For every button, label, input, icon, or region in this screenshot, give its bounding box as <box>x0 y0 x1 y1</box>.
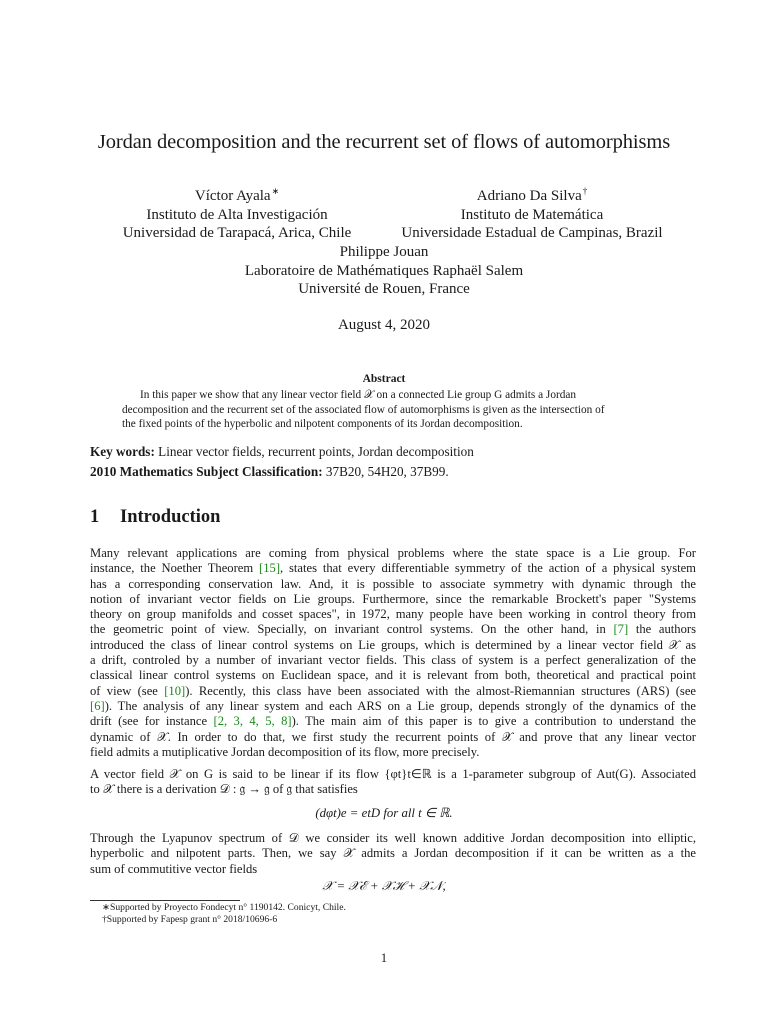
paragraph-line: drift (see for instance [2, 3, 4, 5, 8]). The main aim of this paper is to give a contribution to understand the <box>90 714 697 729</box>
footnote-mark: ∗ <box>271 186 280 196</box>
paragraph-line: theory on group manifolds and cosset spaces", in 1972, many people have been working in control theory from <box>90 607 696 622</box>
paragraph-3 <box>90 831 696 877</box>
citation-link[interactable]: [6] <box>90 698 105 713</box>
abstract-line: decomposition and the recurrent set of the associated flow of automorphisms is given as the intersection of <box>122 403 605 416</box>
paragraph-line: [6]). The analysis of any linear system and each ARS on a Lie group, depends strongly of the dynamics of the <box>90 698 696 713</box>
abstract-line: In this paper we show that any linear vector field 𝒳 on a connected Lie group G admits a Jordan <box>140 389 577 401</box>
paragraph-line: dynamic of 𝒳. In order to do that, we first study the recurrent points of 𝒳 and prove that any linear vector <box>90 729 696 744</box>
author-affiliation: Universidad de Tarapacá, Arica, Chile <box>122 225 352 241</box>
citation-link[interactable]: [2, 3, 4, 5, 8] <box>213 714 292 729</box>
author-affiliation: Université de Rouen, France <box>298 281 470 297</box>
paragraph-line: a drift, controled by a number of invariant vector fields. This class of system is a perfect generalization of the <box>90 653 696 668</box>
paragraph-line: instance, the Noether Theorem [15], states that every differentiable symmetry of the action of a physical system <box>90 561 696 576</box>
msc-label: 2010 Mathematics Subject Classification: <box>90 464 323 479</box>
footnote-1: ∗Supported by Proyecto Fondecyt n° 1190142. Conicyt, Chile. <box>102 902 346 913</box>
section-heading <box>90 507 220 528</box>
paragraph-line: classical linear control systems on Euclidean space, and it is relevant from both, theoretical and practical point <box>90 668 696 683</box>
author-affiliation: Universidade Estadual de Campinas, Brazil <box>401 225 663 241</box>
paragraph-line: notion of invariant vector fields on Lie groups. Furthermore, since the remarkable Brockett's paper "Systems <box>90 591 696 606</box>
paragraph-line: hyperbolic and nilpotent parts. Then, we say 𝒳 admits a Jordan decomposition if it can be written as a the <box>90 846 696 861</box>
section-number: 1 <box>90 507 100 527</box>
keywords <box>90 444 700 460</box>
section-title: Introduction <box>120 507 221 527</box>
footnote-rule <box>90 900 240 901</box>
paragraph-line: A vector field 𝒳 on G is said to be linear if its flow {φt}t∈ℝ is a 1-parameter subgroup of Aut(G). Associated <box>90 767 696 781</box>
paragraph-line: to 𝒳 there is a derivation 𝒟 : 𝔤 → 𝔤 of 𝔤 that satisfies <box>90 782 358 797</box>
author-block-3 <box>0 243 768 299</box>
equation-2: 𝒳 = 𝒳ℰ + 𝒳ℋ + 𝒳𝒩, <box>322 879 446 893</box>
author-block-1 <box>112 182 362 243</box>
paragraph-line: the geometric point of view. Specially, on invariant control systems. On the other hand, in [7] the authors <box>90 622 696 637</box>
paragraph-1 <box>90 546 696 760</box>
paragraph-2 <box>90 767 696 798</box>
author-block-2 <box>388 182 676 243</box>
paragraph-line: field admits a mutiplicative Jordan decomposition of its flow, more precisely. <box>90 744 480 759</box>
paragraph-line: introduced the class of linear control systems on Lie groups, which is determined by a linear vector field 𝒳 as <box>90 637 696 652</box>
paragraph-line: Through the Lyapunov spectrum of 𝒟 we consider its well known additive Jordan decomposition into elliptic, <box>90 831 696 845</box>
author-name: Philippe Jouan <box>339 244 429 260</box>
equation-1: (dφt)e = etD for all t ∈ ℝ. <box>315 806 453 820</box>
paragraph-line: has a corresponding conservation law. And, it is possible to associate symmetry with dynamic through the <box>90 576 696 591</box>
footnote-2: †Supported by Fapesp grant n° 2018/10696-6 <box>102 914 278 925</box>
citation-link[interactable]: [15] <box>259 561 281 576</box>
citation-link[interactable]: [10] <box>164 683 186 698</box>
abstract-line: the fixed points of the hyperbolic and nilpotent components of its Jordan decomposition. <box>122 418 523 431</box>
keywords-label: Key words: <box>90 444 155 459</box>
author-affiliation: Laboratoire de Mathématiques Raphaël Salem <box>244 262 524 279</box>
author-affiliation: Instituto de Matemática <box>460 206 604 223</box>
footnote-mark: † <box>582 186 588 196</box>
author-affiliation: Instituto de Alta Investigación <box>146 206 328 223</box>
msc-classification <box>90 464 700 480</box>
paragraph-line: Many relevant applications are coming from physical problems where the state space is a Lie group. For <box>90 546 696 560</box>
abstract-body <box>122 388 666 432</box>
paragraph-line: sum of commutitive vector fields <box>90 861 258 876</box>
paper-date: August 4, 2020 <box>337 317 431 333</box>
citation-link[interactable]: [7] <box>613 622 629 637</box>
abstract-heading: Abstract <box>362 373 406 385</box>
author-name: Adriano Da Silva <box>476 188 582 204</box>
paper-title: Jordan decomposition and the recurrent set of flows of automorphisms <box>97 131 671 153</box>
page-number: 1 <box>380 951 388 965</box>
author-name: Víctor Ayala <box>194 188 271 204</box>
msc-text: 37B20, 54H20, 37B99. <box>325 464 449 479</box>
keywords-text: Linear vector fields, recurrent points, Jordan decomposition <box>158 444 474 459</box>
paragraph-line: of view (see [10]). Recently, this class have been associated with the almost-Riemannian structures (ARS) (see <box>90 683 696 698</box>
